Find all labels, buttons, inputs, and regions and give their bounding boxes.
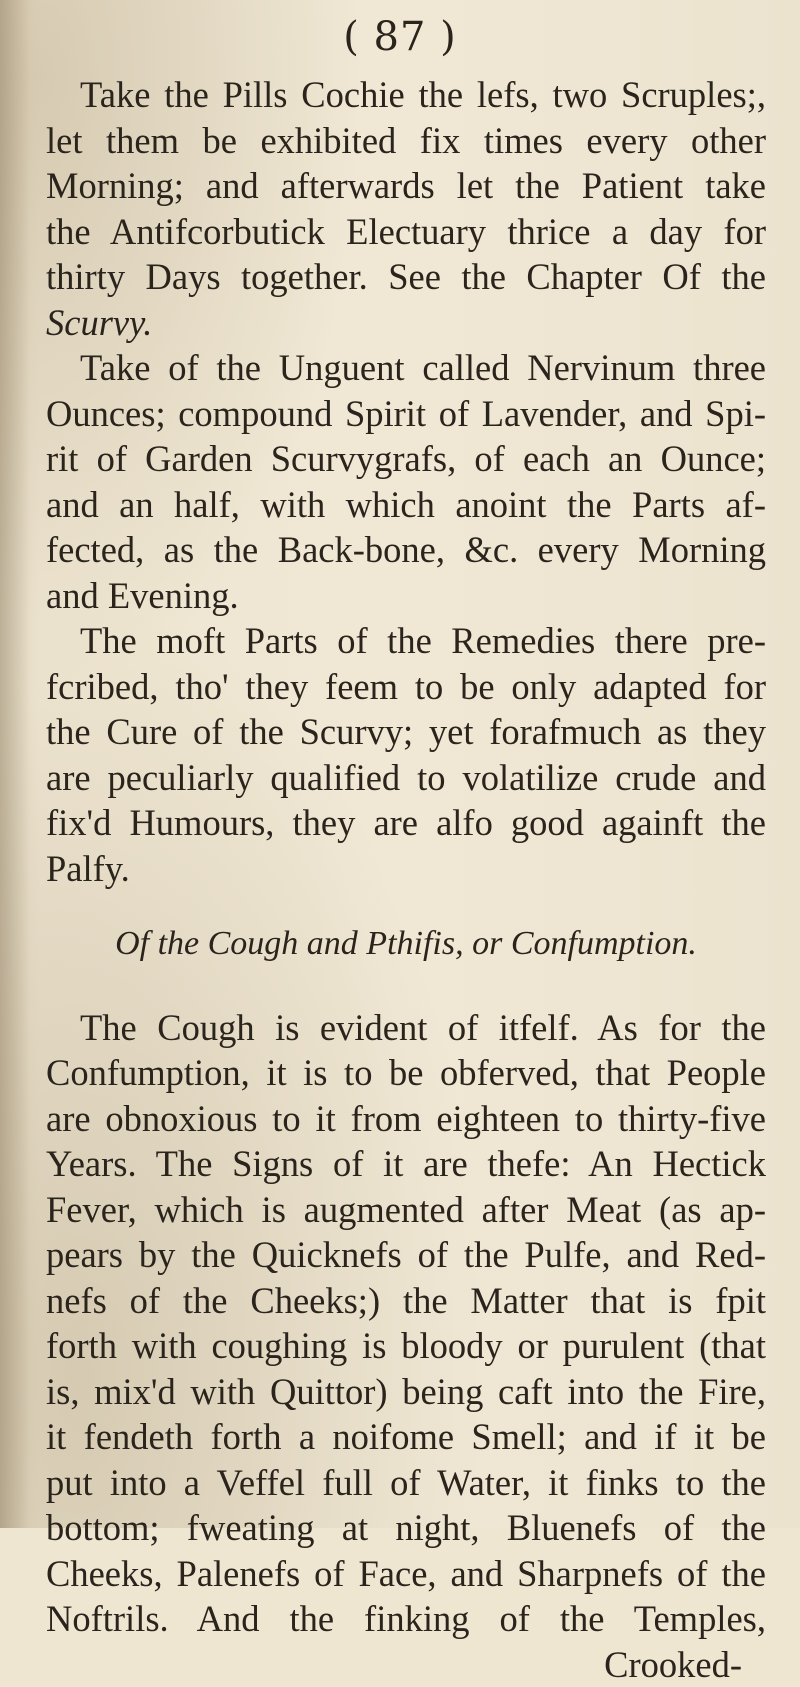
text-line: are peculiarly qualified to volatilize crude and — [46, 755, 766, 801]
text-line: fcribed, tho' they feem to be only adapted for — [46, 664, 766, 710]
text-line: put into a Veffel full of Water, it finks to the — [46, 1460, 766, 1506]
text-line: is, mix'd with Quittor) being caft into the Fire, — [46, 1369, 766, 1415]
text-line: are obnoxious to it from eighteen to thirty-five — [46, 1096, 766, 1142]
text-line: rit of Garden Scurvygrafs, of each an Ounce; — [46, 436, 766, 482]
text-line: let them be exhibited fix times every other — [46, 118, 766, 164]
text-line: thirty Days together. See the Chapter Of the — [46, 254, 766, 300]
text-line: Scurvy. — [46, 300, 766, 346]
text-line: Noftrils. And the finking of the Temples, — [46, 1596, 766, 1642]
text-line: pears by the Quicknefs of the Pulfe, and Red- — [46, 1232, 766, 1278]
text-line: Morning; and afterwards let the Patient take — [46, 163, 766, 209]
text-line: Fever, which is augmented after Meat (as ap- — [46, 1187, 766, 1233]
text-line: fected, as the Back-bone, &c. every Morning — [46, 527, 766, 573]
text-line: bottom; fweating at night, Bluenefs of the — [46, 1505, 766, 1551]
text-line: The Cough is evident of itfelf. As for the — [46, 1005, 766, 1051]
text-line: The moft Parts of the Remedies there pre- — [46, 618, 766, 664]
paragraph-3 — [46, 618, 766, 891]
page-body — [46, 72, 766, 1687]
text-line: Confumption, it is to be obferved, that People — [46, 1050, 766, 1096]
text-line: the Antifcorbutick Electuary thrice a day for — [46, 209, 766, 255]
text-line: Years. The Signs of it are thefe: An Hectick — [46, 1141, 766, 1187]
text-line: and an half, with which anoint the Parts af- — [46, 482, 766, 528]
text-line: Take the Pills Cochie the lefs, two Scruples;, — [46, 72, 766, 118]
text-line: Take of the Unguent called Nervinum three — [46, 345, 766, 391]
text-line: Palfy. — [46, 846, 766, 892]
text-line: Ounces; compound Spirit of Lavender, and Spi- — [46, 391, 766, 437]
paragraph-1 — [46, 72, 766, 345]
paragraph-4 — [46, 1005, 766, 1642]
text-line: it fendeth forth a noifome Smell; and if it be — [46, 1414, 766, 1460]
text-line: forth with coughing is bloody or purulent (that — [46, 1323, 766, 1369]
text-line: nefs of the Cheeks;) the Matter that is fpit — [46, 1278, 766, 1324]
text-line: Cheeks, Palenefs of Face, and Sharpnefs of the — [46, 1551, 766, 1597]
text-line: the Cure of the Scurvy; yet forafmuch as they — [46, 709, 766, 755]
section-heading: Of the Cough and Pthifis, or Confumption. — [46, 921, 766, 967]
text-line: and Evening. — [46, 573, 766, 619]
catchword: Crooked- — [46, 1642, 766, 1687]
page-number: ( 87 ) — [0, 14, 800, 60]
text-line: fix'd Humours, they are alfo good againft the — [46, 800, 766, 846]
paragraph-2 — [46, 345, 766, 618]
page-gutter-shadow — [0, 0, 30, 1528]
